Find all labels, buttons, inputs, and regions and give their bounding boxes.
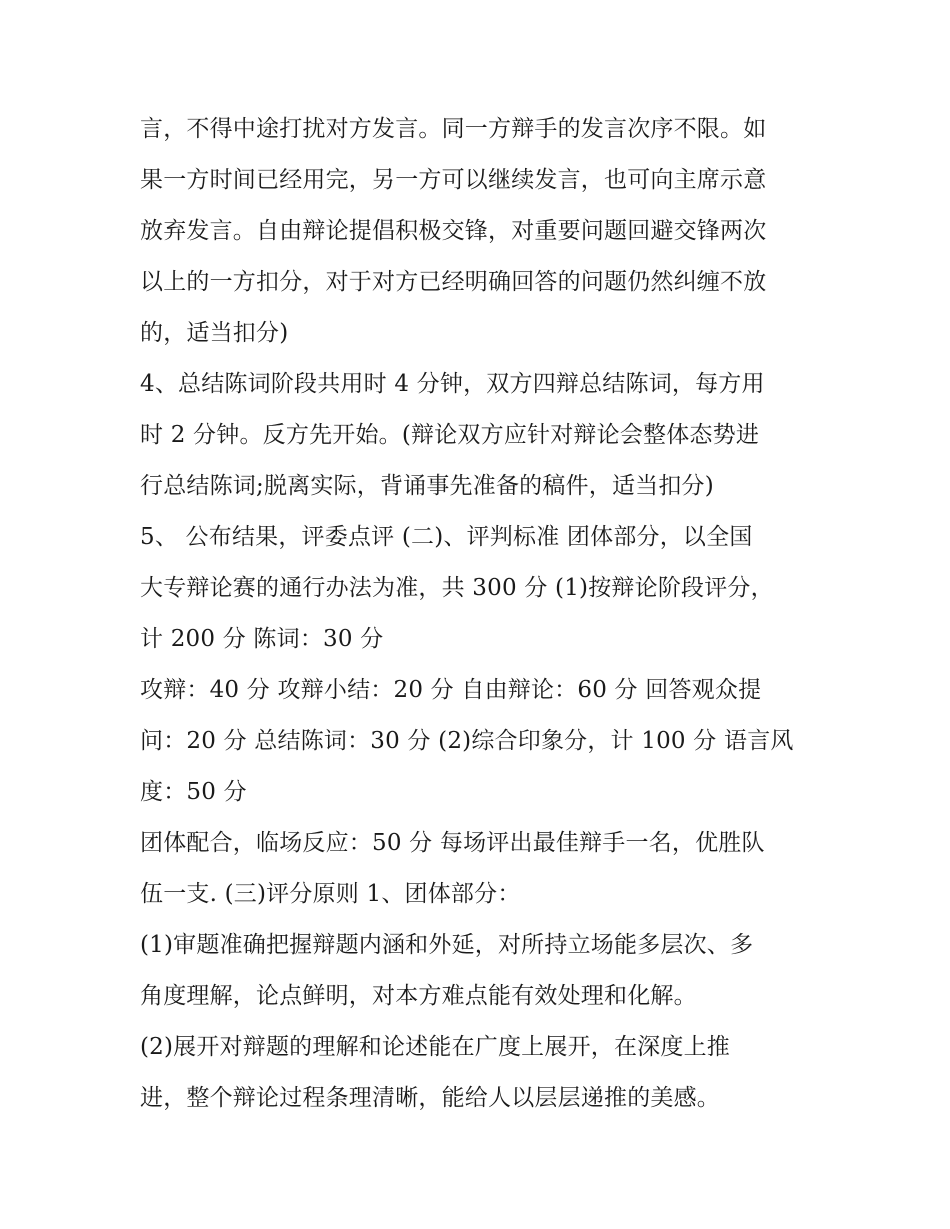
text-line: 计 200 分 陈词：30 分 (140, 626, 384, 652)
text-line: (2)展开对辩题的理解和论述能在广度上展开，在深度上推 (140, 1034, 730, 1060)
text-line: 4、总结陈词阶段共用时 4 分钟，双方四辩总结陈词，每方用 (140, 371, 765, 397)
text-line: 攻辩：40 分 攻辩小结：20 分 自由辩论：60 分 回答观众提 (140, 677, 762, 703)
text-line: 大专辩论赛的通行办法为准，共 300 分 (1)按辩论阶段评分， (140, 575, 774, 601)
text-line: 角度理解，论点鲜明，对本方难点能有效处理和化解。 (140, 983, 697, 1009)
text-line: 果一方时间已经用完，另一方可以继续发言，也可向主席示意 (140, 167, 767, 193)
text-line: 团体配合，临场反应：50 分 每场评出最佳辩手一名，优胜队 (140, 830, 765, 856)
text-line: 进，整个辩论过程条理清晰，能给人以层层递推的美感。 (140, 1085, 720, 1111)
text-line: 的，适当扣分) (140, 320, 289, 346)
text-line: 问：20 分 总结陈词：30 分 (2)综合印象分，计 100 分 语言风 (140, 728, 794, 754)
text-line: 言，不得中途打扰对方发言。同一方辩手的发言次序不限。如 (140, 116, 767, 142)
text-line: 以上的一方扣分，对于对方已经明确回答的问题仍然纠缠不放 (140, 269, 767, 295)
text-line: 伍一支. (三)评分原则 1、团体部分： (140, 881, 521, 907)
document-body (140, 104, 830, 1124)
text-line: 5、 公布结果，评委点评 (二)、评判标准 团体部分，以全国 (140, 524, 753, 550)
text-line: 度：50 分 (140, 779, 247, 805)
text-line: 行总结陈词;脱离实际，背诵事先准备的稿件，适当扣分) (140, 473, 714, 499)
text-line: (1)审题准确把握辩题内涵和外延，对所持立场能多层次、多 (140, 932, 754, 958)
text-line: 时 2 分钟。反方先开始。(辩论双方应针对辩论会整体态势进 (140, 422, 760, 448)
text-line: 放弃发言。自由辩论提倡积极交锋，对重要问题回避交锋两次 (140, 218, 767, 244)
